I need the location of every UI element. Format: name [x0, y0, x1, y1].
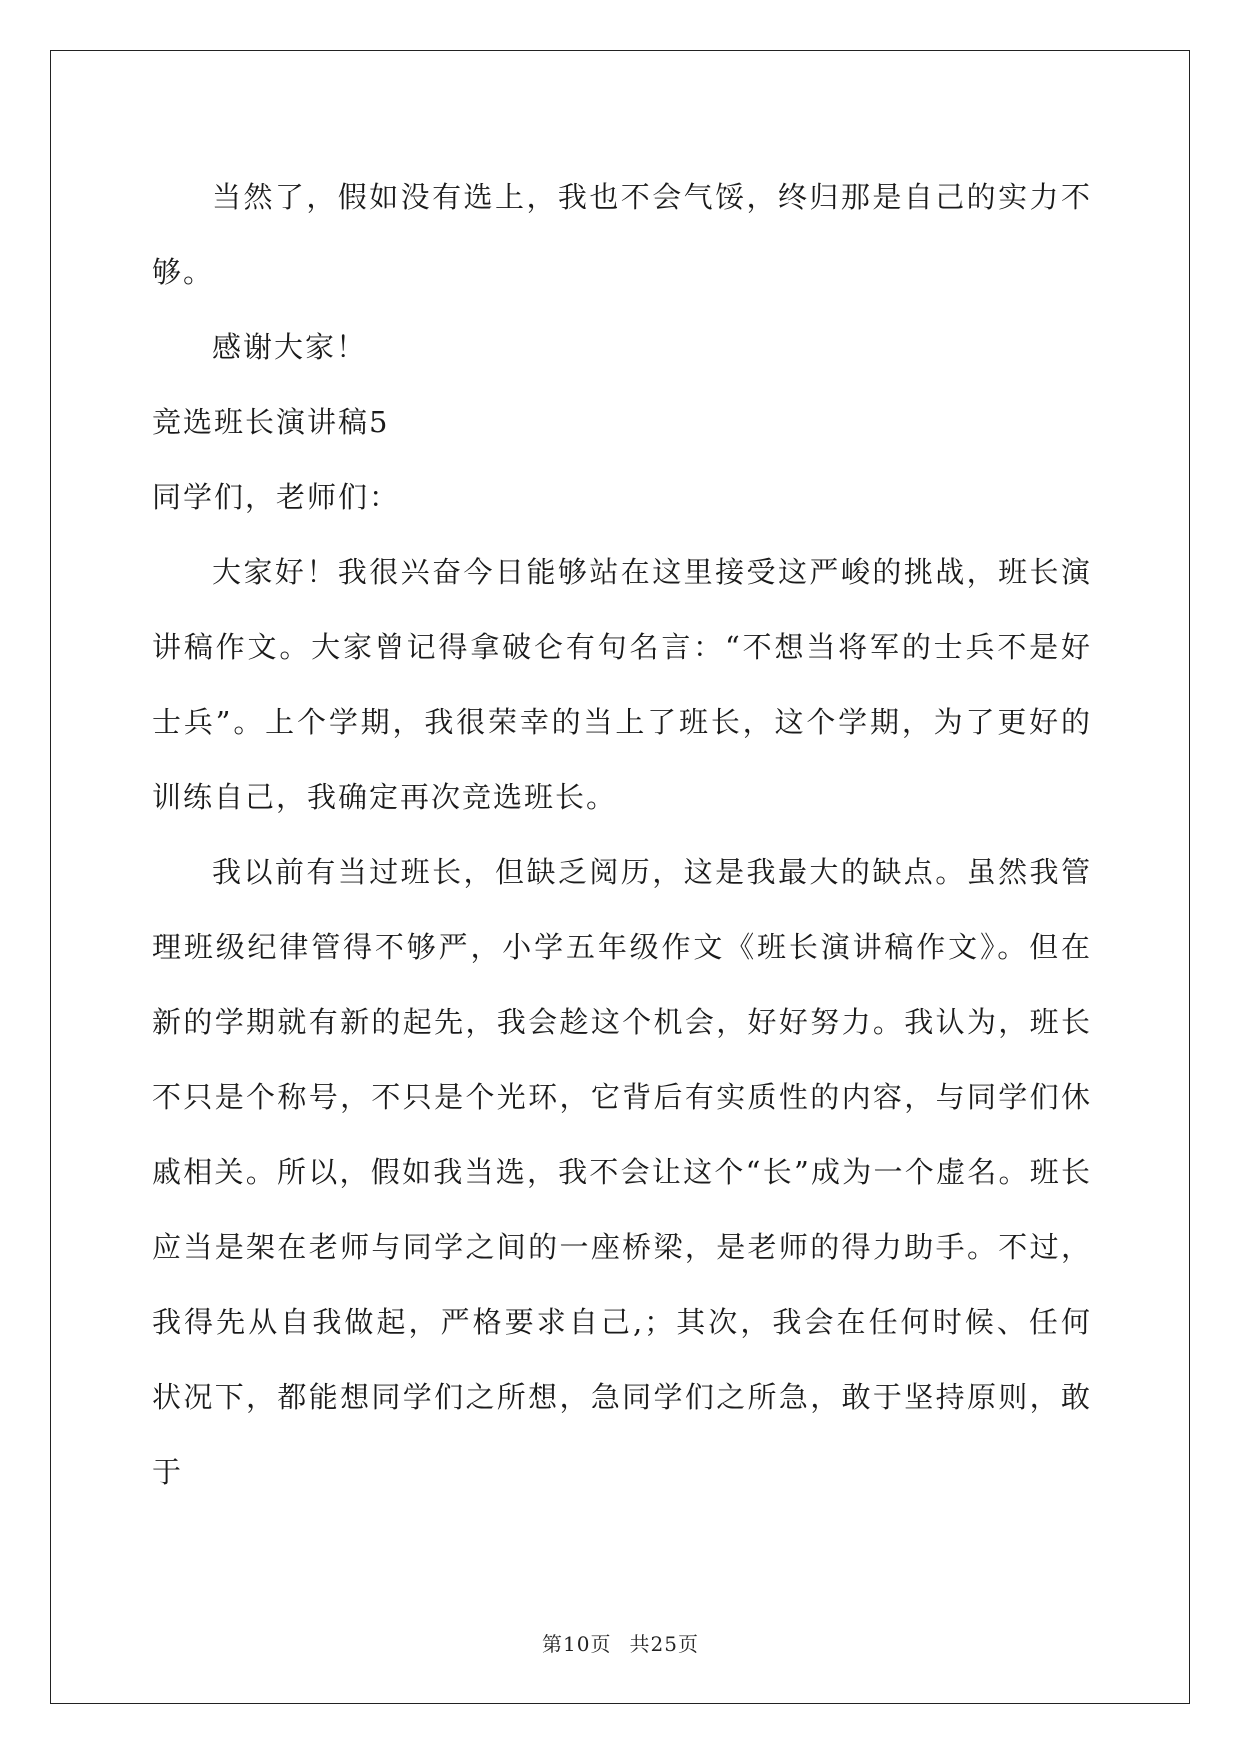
paragraph-greeting: 大家好！我很兴奋今日能够站在这里接受这严峻的挑战，班长演讲稿作文。大家曾记得拿破仑有句名言：“不想当将军的士兵不是好士兵”。上个学期，我很荣幸的当上了班长，这个学期，为了更好的训练自己，我确定再次竞选班长。 [152, 555, 1092, 814]
page-number: 第10页 [542, 1632, 612, 1656]
paragraph-thanks: 感谢大家！ [212, 330, 368, 364]
paragraph-experience: 我以前有当过班长，但缺乏阅历，这是我最大的缺点。虽然我管理班级纪律管得不够严，小学五年级作文《班长演讲稿作文》。但在新的学期就有新的起先，我会趁这个机会，好好努力。我认为，班长不只是个称号，不只是个光环，它背后有实质性的内容，与同学们休戚相关。所以，假如我当选，我不会让这个“长”成为一个虚名。班长应当是架在老师与同学之间的一座桥梁，是老师的得力助手。不过，我得先从自我做起，严格要求自己,；其次，我会在任何时候、任何状况下，都能想同学们之所想，急同学们之所急，敢于坚持原则，敢于 [152, 855, 1092, 1489]
paragraph-conclusion: 当然了，假如没有选上，我也不会气馁，终归那是自己的实力不够。 [152, 180, 1092, 289]
document-body [152, 160, 1092, 1510]
page-total: 共25页 [629, 1632, 699, 1656]
salutation: 同学们，老师们： [152, 480, 401, 514]
section-title: 竞选班长演讲稿5 [152, 405, 390, 439]
page-footer [0, 1628, 1241, 1657]
